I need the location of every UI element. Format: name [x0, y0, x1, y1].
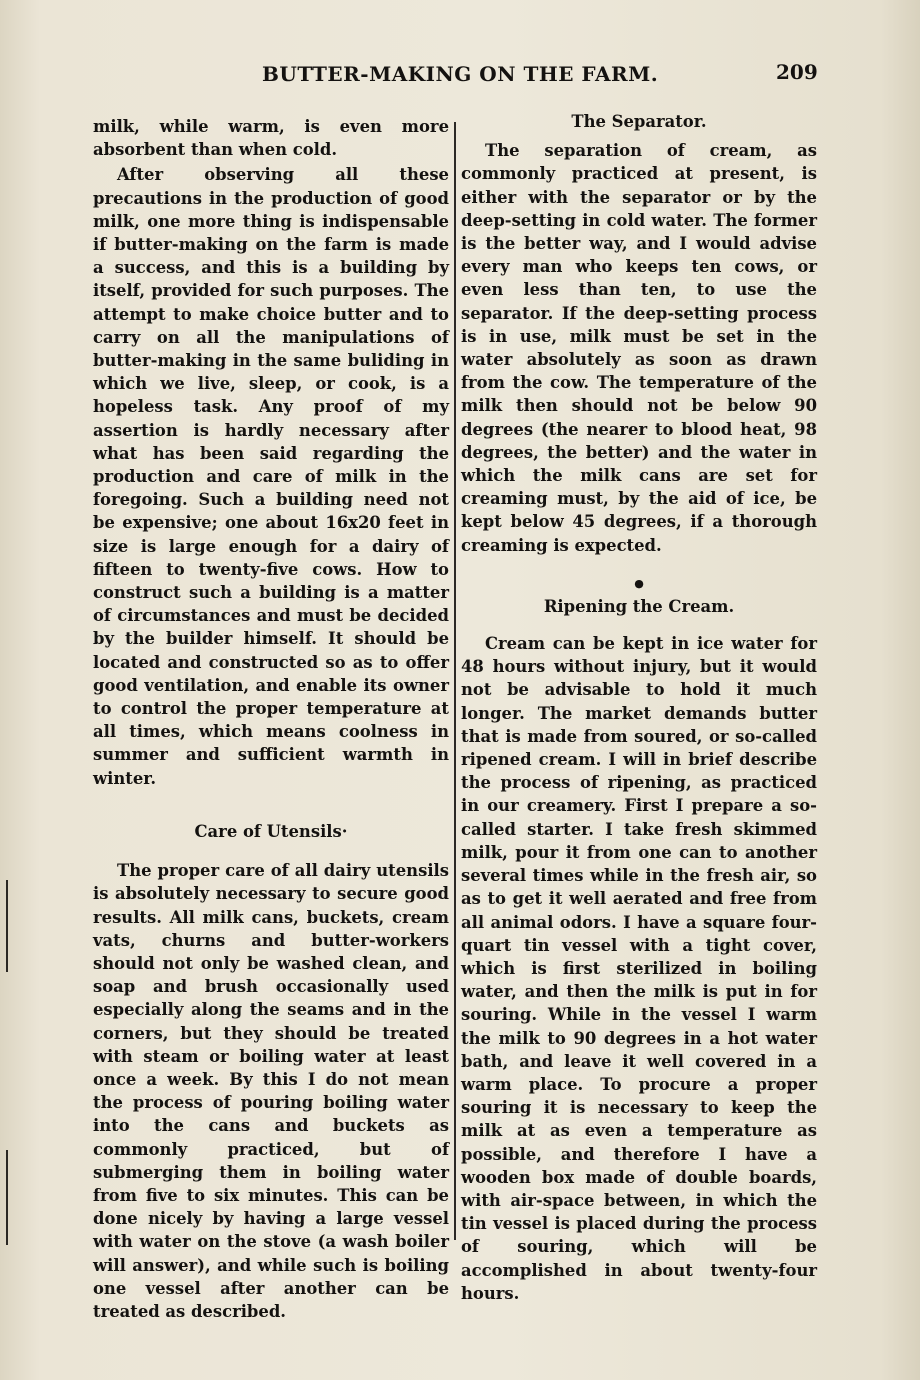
page-edge-line — [6, 880, 8, 972]
paragraph-ripening: Cream can be kept in ice water for 48 hours without injury, but it would not be advisable to hold it much longer. The market demands butter that is made from soured, or so-called ripened cream. I will in brief describe the process of ripening, as practiced in our creamery. First I prepare a so-called starter. I take fresh skimmed milk, pour it from one can to another several times while in the fresh air, so as to get it well aerated and free from all animal odors. I have a square four-quart tin vessel with a tight cover, which is first sterilized in boiling water, and then the milk is put in for souring. While in the vessel I warm the milk to 90 degrees in a hot water bath, and leave it well covered in a warm place. To procure a proper souring it is necessary to keep the milk at as even a temperature as possible, and therefore I have a wooden box made of double boards, with air-space between, in which the tin vessel is placed during the process of souring, which will be accomplished in about twenty-four hours. — [461, 634, 817, 1303]
right-column — [461, 110, 817, 1305]
running-title: BUTTER-MAKING ON THE FARM. — [262, 62, 659, 86]
paragraph-separator: The separation of cream, as commonly practiced at present, is either with the separator or by the deep-setting in cold water. The former is the better way, and I would advise every man who keeps ten cows, or even less than ten, to use the separator. If the deep-setting process is in use, milk must be set in the water absolutely as soon as drawn from the cow. The temperature of the milk then should not be below 90 degrees (the nearer to blood heat, 98 degrees, the better) and the water in which the milk cans are set for creaming must, by the aid of ice, be kept below 45 degrees, if a thorough creaming is expected. — [461, 141, 817, 555]
section-bullet: ● — [634, 576, 644, 590]
paragraph-continued: milk, while warm, is even more absorbent than when cold. — [93, 117, 449, 160]
paragraph-building: After observing all these precautions in the production of good milk, one more thing is indispensable if butter-making on the farm is made a success, and this is a building by itself, provided for such purposes. The attempt to make choice butter and to carry on all the manipulations of butter-making in the same buliding in which we live, sleep, or cook, is a hopeless task. Any proof of my assertion is hardly necessary after what has been said regarding the production and care of milk in the foregoing. Such a building need not be expensive; one about 16x20 feet in size is large enough for a dairy of fifteen to twenty-five cows. How to construct such a building is a matter of circumstances and must be decided by the builder himself. It should be located and constructed so as to offer good ventilation, and enable its owner to control the proper temperature at all times, which means coolness in summer and sufficient warmth in winter. — [93, 165, 449, 788]
left-column — [93, 115, 449, 1323]
heading-ripening-the-cream: Ripening the Cream. — [543, 596, 735, 616]
heading-care-of-utensils: Care of Utensils· — [194, 821, 348, 841]
heading-the-separator: The Separator. — [571, 112, 707, 131]
column-divider — [454, 122, 456, 1240]
page-number: 209 — [776, 60, 818, 84]
page-edge-line — [6, 1150, 8, 1245]
paragraph-utensils: The proper care of all dairy utensils is absolutely necessary to secure good results. All milk cans, buckets, cream vats, churns and butter-workers should not only be washed clean, and soap and brush occasionally used especially along the seams and in the corners, but they should be treated with steam or boiling water at least once a week. By this I do not mean the process of pouring boiling water into the cans and buckets as commonly practiced, but of submerging them in boiling water from five to six minutes. This can be done nicely by having a large vessel with water on the stove (a wash boiler will answer), and while such is boiling one vessel after another can be treated as described. — [93, 861, 449, 1321]
